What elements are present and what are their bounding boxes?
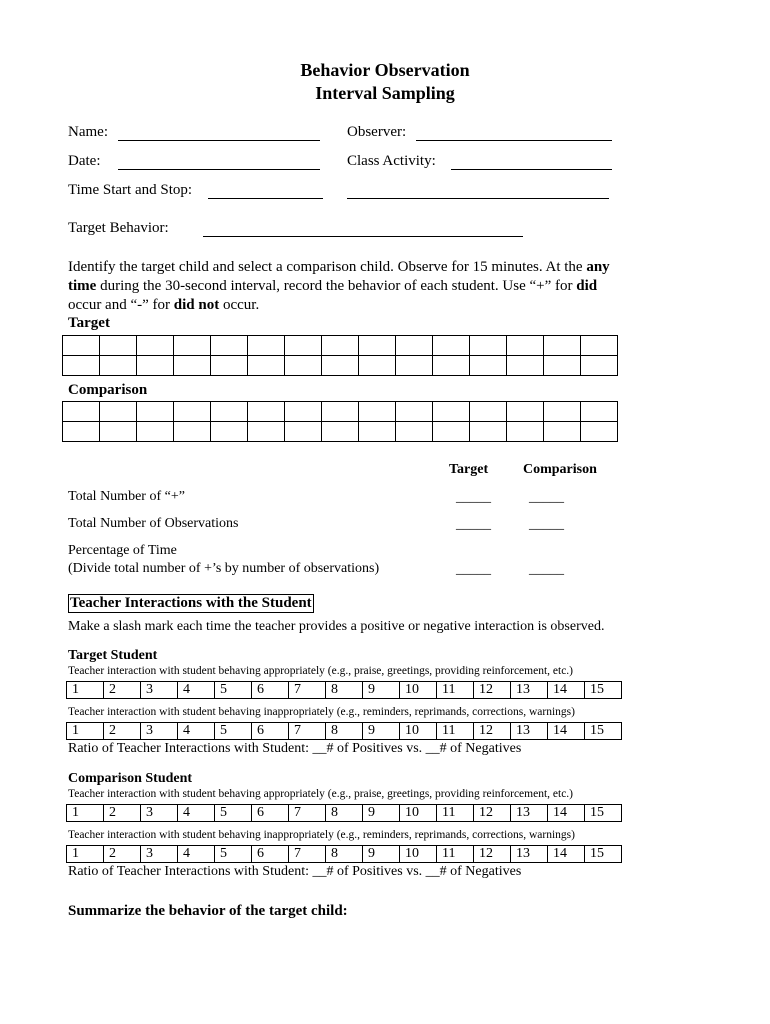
target-negative-tally <box>66 722 622 740</box>
tally-cell[interactable]: 13 <box>511 846 548 863</box>
interval-cell[interactable] <box>211 356 248 376</box>
tally-cell[interactable]: 10 <box>400 805 437 822</box>
interval-cell[interactable] <box>137 336 174 356</box>
tally-cell[interactable]: 1 <box>67 846 104 863</box>
summary-col-comparison: Comparison <box>523 462 597 477</box>
tally-cell[interactable]: 8 <box>326 805 363 822</box>
interval-cell[interactable] <box>507 402 544 422</box>
tally-cell[interactable]: 7 <box>289 723 326 740</box>
total-plus-target-blank[interactable]: _____ <box>456 490 491 505</box>
interval-cell[interactable] <box>285 356 322 376</box>
observer-field[interactable] <box>416 140 612 141</box>
interval-cell[interactable] <box>507 336 544 356</box>
tally-cell[interactable]: 15 <box>585 682 622 699</box>
interval-cell[interactable] <box>359 336 396 356</box>
tally-cell[interactable]: 11 <box>437 805 474 822</box>
tally-cell[interactable]: 8 <box>326 682 363 699</box>
comparison-negative-tally <box>66 845 622 863</box>
tally-cell[interactable]: 14 <box>548 805 585 822</box>
date-field[interactable] <box>118 169 320 170</box>
page-title: Behavior Observation <box>300 60 470 80</box>
tally-cell[interactable]: 1 <box>67 723 104 740</box>
tally-cell[interactable]: 6 <box>252 846 289 863</box>
page-subtitle: Interval Sampling <box>315 83 455 103</box>
target-ratio: Ratio of Teacher Interactions with Student: __# of Positives vs. __# of Negatives <box>68 741 522 756</box>
tally-cell[interactable]: 4 <box>178 723 215 740</box>
interval-cell[interactable] <box>396 336 433 356</box>
interval-cell[interactable] <box>63 336 100 356</box>
target-grid-row <box>63 356 618 376</box>
target-interval-grid <box>62 335 618 376</box>
class-activity-field[interactable] <box>451 169 612 170</box>
comparison-positive-caption: Teacher interaction with student behaving appropriately (e.g., praise, greetings, providing reinforcement, etc.) <box>68 788 574 800</box>
tally-cell[interactable]: 3 <box>141 723 178 740</box>
target-grid-row <box>63 336 618 356</box>
interval-cell[interactable] <box>100 356 137 376</box>
interval-cell[interactable] <box>470 402 507 422</box>
teacher-interactions-heading: Teacher Interactions with the Student <box>70 595 312 611</box>
tally-cell[interactable]: 14 <box>548 682 585 699</box>
interval-cell[interactable] <box>396 356 433 376</box>
interval-cell[interactable] <box>322 336 359 356</box>
tally-cell[interactable]: 5 <box>215 682 252 699</box>
interval-cell[interactable] <box>359 356 396 376</box>
interval-cell[interactable] <box>544 402 581 422</box>
interval-cell[interactable] <box>248 336 285 356</box>
interval-cell[interactable] <box>63 402 100 422</box>
interval-cell[interactable] <box>322 402 359 422</box>
interval-cell[interactable] <box>100 422 137 442</box>
interval-cell[interactable] <box>211 422 248 442</box>
time-start-stop-label: Time Start and Stop: <box>68 182 193 198</box>
summarize-heading: Summarize the behavior of the target child: <box>68 903 348 919</box>
percentage-comparison-blank[interactable]: _____ <box>529 562 564 577</box>
tally-cell[interactable]: 8 <box>326 723 363 740</box>
tally-cell[interactable]: 1 <box>67 805 104 822</box>
comparison-student-heading: Comparison Student <box>68 771 193 786</box>
total-plus-label: Total Number of “+” <box>68 489 185 504</box>
interval-cell[interactable] <box>433 422 470 442</box>
interval-cell[interactable] <box>544 356 581 376</box>
tally-cell[interactable]: 2 <box>104 723 141 740</box>
interval-cell[interactable] <box>248 422 285 442</box>
tally-cell[interactable]: 11 <box>437 682 474 699</box>
comparison-ratio: Ratio of Teacher Interactions with Student: __# of Positives vs. __# of Negatives <box>68 864 522 879</box>
tally-cell[interactable]: 5 <box>215 723 252 740</box>
interval-cell[interactable] <box>581 422 618 442</box>
total-observations-comparison-blank[interactable]: _____ <box>529 517 564 532</box>
interval-cell[interactable] <box>433 402 470 422</box>
tally-cell[interactable]: 7 <box>289 682 326 699</box>
tally-cell[interactable]: 10 <box>400 723 437 740</box>
interval-cell[interactable] <box>137 356 174 376</box>
date-label: Date: <box>68 153 101 169</box>
name-field[interactable] <box>118 140 320 141</box>
interval-cell[interactable] <box>211 336 248 356</box>
tally-cell[interactable]: 14 <box>548 723 585 740</box>
interval-cell[interactable] <box>544 422 581 442</box>
tally-cell[interactable]: 13 <box>511 805 548 822</box>
interval-cell[interactable] <box>174 422 211 442</box>
time-stop-field[interactable] <box>347 198 609 199</box>
observer-label: Observer: <box>347 124 407 140</box>
tally-cell[interactable]: 9 <box>363 805 400 822</box>
tally-cell[interactable]: 12 <box>474 682 511 699</box>
tally-cell[interactable]: 10 <box>400 682 437 699</box>
tally-cell[interactable]: 4 <box>178 805 215 822</box>
target-behavior-label: Target Behavior: <box>68 220 169 236</box>
tally-cell[interactable]: 7 <box>289 805 326 822</box>
comparison-negative-caption: Teacher interaction with student behaving inappropriately (e.g., reminders, reprimands, corrections, warnings) <box>68 829 575 841</box>
tally-cell[interactable]: 9 <box>363 682 400 699</box>
tally-cell[interactable]: 6 <box>252 723 289 740</box>
target-positive-tally <box>66 681 622 699</box>
total-observations-label: Total Number of Observations <box>68 516 239 531</box>
tally-cell[interactable]: 6 <box>252 805 289 822</box>
tally-cell[interactable]: 14 <box>548 846 585 863</box>
instructions-paragraph: Identify the target child and select a comparison child. Observe for 15 minutes. At the any time during the 30-second interval, record the behavior of each student. Use “+” for did occur and “-” for did not occur. <box>68 259 610 313</box>
interval-cell[interactable] <box>211 402 248 422</box>
comparison-positive-tally <box>66 804 622 822</box>
tally-cell[interactable]: 10 <box>400 846 437 863</box>
interval-cell[interactable] <box>433 356 470 376</box>
interval-cell[interactable] <box>470 336 507 356</box>
interval-cell[interactable] <box>507 422 544 442</box>
tally-cell[interactable]: 2 <box>104 846 141 863</box>
tally-cell[interactable]: 3 <box>141 805 178 822</box>
tally-cell[interactable]: 9 <box>363 846 400 863</box>
tally-cell[interactable]: 5 <box>215 846 252 863</box>
comparison-grid-row <box>63 422 618 442</box>
tally-cell[interactable]: 13 <box>511 723 548 740</box>
interval-cell[interactable] <box>581 356 618 376</box>
interval-cell[interactable] <box>359 402 396 422</box>
target-negative-caption: Teacher interaction with student behaving inappropriately (e.g., reminders, reprimands, corrections, warnings) <box>68 706 575 718</box>
target-grid-label: Target <box>68 315 110 331</box>
time-start-field[interactable] <box>208 198 323 199</box>
comparison-grid-row <box>63 402 618 422</box>
class-activity-label: Class Activity: <box>347 153 436 169</box>
interval-cell[interactable] <box>396 402 433 422</box>
interval-cell[interactable] <box>248 402 285 422</box>
interval-cell[interactable] <box>285 336 322 356</box>
percentage-target-blank[interactable]: _____ <box>456 562 491 577</box>
tally-cell[interactable]: 4 <box>178 682 215 699</box>
percentage-label: Percentage of Time <box>68 543 177 558</box>
tally-cell[interactable]: 12 <box>474 723 511 740</box>
tally-cell[interactable]: 15 <box>585 723 622 740</box>
tally-cell[interactable]: 3 <box>141 682 178 699</box>
tally-cell[interactable]: 1 <box>67 682 104 699</box>
interval-cell[interactable] <box>507 356 544 376</box>
interval-cell[interactable] <box>285 422 322 442</box>
tally-cell[interactable]: 13 <box>511 682 548 699</box>
interval-cell[interactable] <box>63 356 100 376</box>
interval-cell[interactable] <box>137 402 174 422</box>
tally-cell[interactable]: 12 <box>474 805 511 822</box>
tally-cell[interactable]: 12 <box>474 846 511 863</box>
interval-cell[interactable] <box>433 336 470 356</box>
target-student-heading: Target Student <box>68 648 158 663</box>
interval-cell[interactable] <box>174 356 211 376</box>
interval-cell[interactable] <box>100 336 137 356</box>
total-plus-comparison-blank[interactable]: _____ <box>529 490 564 505</box>
interval-cell[interactable] <box>100 402 137 422</box>
total-observations-target-blank[interactable]: _____ <box>456 517 491 532</box>
tally-cell[interactable]: 11 <box>437 723 474 740</box>
interval-cell[interactable] <box>581 336 618 356</box>
interval-cell[interactable] <box>359 422 396 442</box>
comparison-grid-label: Comparison <box>68 382 148 398</box>
interval-cell[interactable] <box>174 336 211 356</box>
interval-cell[interactable] <box>470 422 507 442</box>
tally-cell[interactable]: 4 <box>178 846 215 863</box>
percentage-instruction: (Divide total number of +’s by number of observations) <box>68 561 380 576</box>
interval-cell[interactable] <box>322 422 359 442</box>
tally-cell[interactable]: 9 <box>363 723 400 740</box>
interval-cell[interactable] <box>396 422 433 442</box>
tally-cell[interactable]: 7 <box>289 846 326 863</box>
target-positive-caption: Teacher interaction with student behaving appropriately (e.g., praise, greetings, providing reinforcement, etc.) <box>68 665 574 677</box>
tally-cell[interactable]: 15 <box>585 846 622 863</box>
interval-cell[interactable] <box>63 422 100 442</box>
interval-cell[interactable] <box>470 356 507 376</box>
interval-cell[interactable] <box>581 402 618 422</box>
teacher-instruction: Make a slash mark each time the teacher provides a positive or negative interaction is observed. <box>68 619 605 634</box>
tally-cell[interactable]: 11 <box>437 846 474 863</box>
tally-cell[interactable]: 2 <box>104 682 141 699</box>
tally-cell[interactable]: 5 <box>215 805 252 822</box>
tally-cell[interactable]: 6 <box>252 682 289 699</box>
interval-cell[interactable] <box>322 356 359 376</box>
target-behavior-field[interactable] <box>203 236 523 237</box>
interval-cell[interactable] <box>248 356 285 376</box>
interval-cell[interactable] <box>285 402 322 422</box>
tally-cell[interactable]: 15 <box>585 805 622 822</box>
interval-cell[interactable] <box>174 402 211 422</box>
summary-col-target: Target <box>449 462 489 477</box>
interval-cell[interactable] <box>137 422 174 442</box>
tally-cell[interactable]: 2 <box>104 805 141 822</box>
name-label: Name: <box>68 124 108 140</box>
interval-cell[interactable] <box>544 336 581 356</box>
tally-cell[interactable]: 8 <box>326 846 363 863</box>
comparison-interval-grid <box>62 401 618 442</box>
tally-cell[interactable]: 3 <box>141 846 178 863</box>
